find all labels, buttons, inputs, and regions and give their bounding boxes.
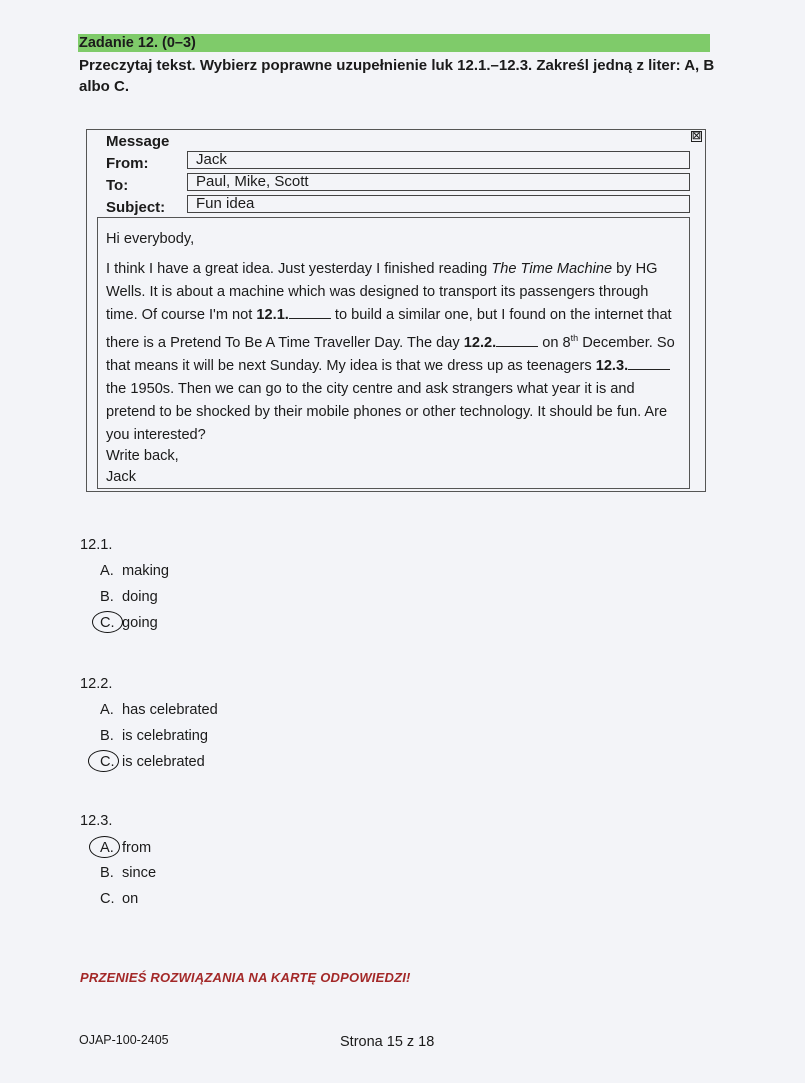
page-number: Strona 15 z 18 [340, 1034, 435, 1050]
to-label: To: [106, 177, 129, 194]
greeting: Hi everybody, [106, 231, 195, 247]
option-12-1-b[interactable]: B. doing [100, 589, 158, 605]
close-icon: ☒ [692, 131, 701, 142]
message-header: Message [106, 133, 170, 150]
gap-12-1 [289, 306, 331, 319]
to-field: Paul, Mike, Scott [187, 173, 690, 191]
question-12-2-number: 12.2. [80, 676, 113, 692]
message-paragraph: I think I have a great idea. Just yesterday I finished reading The Time Machine by HG Wells. It is about a machine which was designed to transport its passengers through time. Of course I'm not 12.1. to build a similar one, but I found on the internet that there is a Pretend To Be A Time Traveller Day. The day 12.2. on 8th December. So that means it will be next Sunday. My idea is that we dress up as teenagers 12.3. the 1950s. Then we can go to the city centre and ask strangers what year it is and pretend to be shocked by their mobile phones or other technology. It should be fun. Are you interested? [106, 261, 675, 443]
from-field: Jack [187, 151, 690, 169]
option-12-1-c[interactable]: C. going [100, 615, 158, 631]
gap-12-2 [496, 334, 538, 347]
question-12-3-number: 12.3. [80, 813, 113, 829]
book-title: The Time Machine [491, 261, 613, 277]
option-12-3-b[interactable]: B. since [100, 865, 157, 881]
option-12-3-a[interactable]: A. from [100, 840, 152, 856]
option-12-2-a[interactable]: A. has celebrated [100, 702, 218, 718]
answer-circle-12-1 [92, 611, 123, 633]
transfer-note: PRZENIEŚ ROZWIĄZANIA NA KARTĘ ODPOWIEDZI! [80, 970, 411, 985]
task-instruction: Przeczytaj tekst. Wybierz poprawne uzupełnienie luk 12.1.–12.3. Zakreśl jedną z liter: A, B albo C. [79, 57, 715, 95]
question-12-1-number: 12.1. [80, 537, 113, 553]
task-title: Zadanie 12. (0–3) [79, 35, 196, 51]
answer-circle-12-3 [89, 836, 120, 858]
gap-12-3 [628, 357, 670, 370]
signature: Jack [106, 469, 137, 485]
message-body [106, 228, 681, 447]
exam-code: OJAP-100-2405 [79, 1033, 169, 1047]
answer-circle-12-2 [88, 750, 119, 772]
from-label: From: [106, 155, 149, 172]
message-closing: Write back, Jack [106, 446, 179, 488]
gap-12-2-label: 12.2. [463, 334, 497, 351]
option-12-2-c[interactable]: C. is celebrated [100, 754, 205, 770]
subject-label: Subject: [106, 199, 166, 216]
gap-12-1-label: 12.1. [256, 307, 289, 323]
subject-field: Fun idea [187, 195, 690, 213]
gap-12-3-label: 12.3. [595, 357, 629, 374]
option-12-1-a[interactable]: A. making [100, 563, 170, 579]
option-12-2-b[interactable]: B. is celebrating [100, 728, 208, 744]
option-12-3-c[interactable]: C. on [100, 891, 139, 907]
